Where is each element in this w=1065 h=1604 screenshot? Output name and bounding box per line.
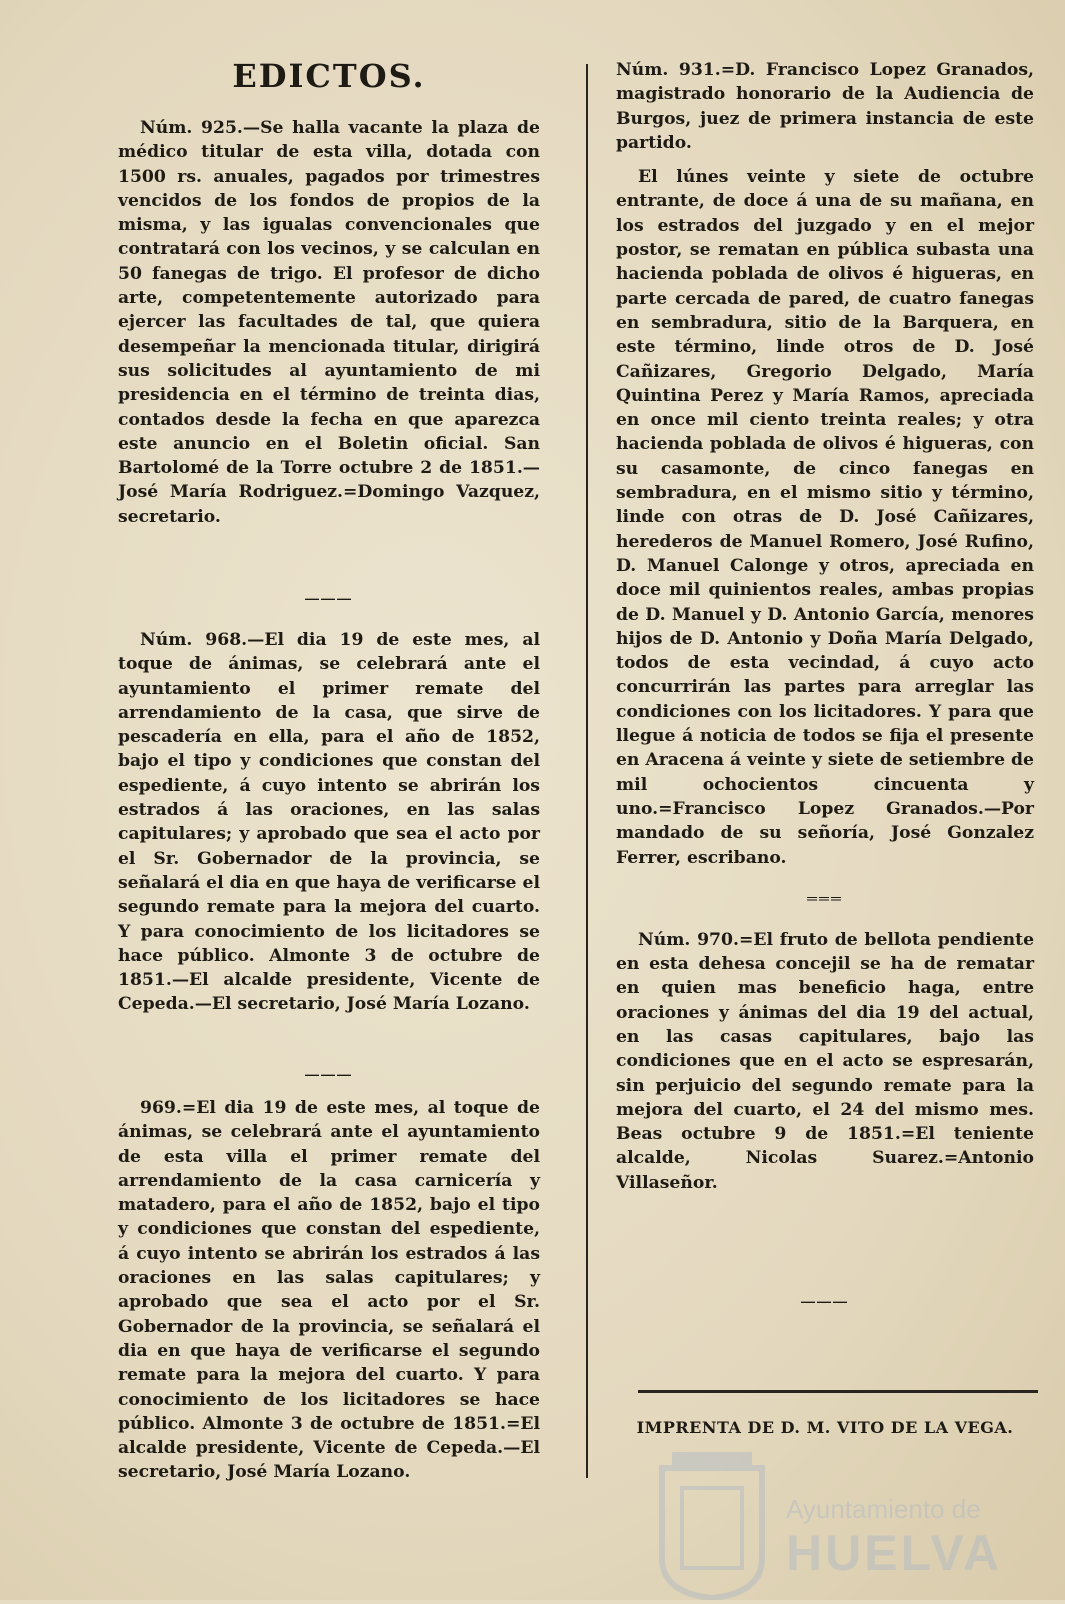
page-title: EDICTOS. — [232, 57, 426, 95]
watermark-line1: Ayuntamiento de — [786, 1494, 981, 1524]
crest-icon — [652, 1448, 772, 1600]
printer-imprint: IMPRENTA DE D. M. VITO DE LA VEGA. — [636, 1418, 1014, 1437]
notice-925: Núm. 925.—Se halla vacante la plaza de médico titular de esta villa, dotada con 1500 rs. anuales, pagados por trimestres vencidos de los fondos de propios de la misma, y las igualas convencionales que contratará con los vecinos, y se calculan en 50 fanegas de trigo. El profesor de dicho arte, competentemente autorizado para ejercer las facultades de tal, que quiera desempeñar la mencionada titular, dirigirá sus solicitudes al ayuntamiento de mi presidencia en el término de treinta dias, contados desde la fecha en que aparezca este anuncio en el Boletin oficial. San Bartolomé de la Torre octubre 2 de 1851.—José María Rodriguez.=Domingo Vazquez, secretario. — [118, 118, 540, 527]
footer-rule — [638, 1390, 1038, 1393]
notice-968: Núm. 968.—El dia 19 de este mes, al toque de ánimas, se celebrará ante el ayuntamiento el primer remate del arrendamiento de la casa, que sirve de pescadería en ella, para el año de 1852, bajo el tipo y condiciones que constan del espediente, á cuyo intento se abrirán los estrados á las oraciones, en las salas capitulares; y aprobado que sea el acto por el Sr. Gobernador de la provincia, se señalará el dia en que haya de verificarse el segundo remate para la mejora del cuarto. Y para conocimiento de los licitadores se hace público. Almonte 3 de octubre de 1851.—El alcalde presidente, Vicente de Cepeda.—El secretario, José María Lozano. — [118, 630, 540, 1015]
notice-969: 969.=El dia 19 de este mes, al toque de ánimas, se celebrará ante el ayuntamiento de esta villa el primer remate del arrendamiento de la casa carnicería y matadero, para el año de 1852, bajo el tipo y condiciones que constan del espediente, á cuyo intento se abrirán los estrados á las oraciones en las salas capitulares; y aprobado que sea el acto por el Sr. Gobernador de la provincia, se señalará el dia en que haya de verificarse el segundo remate para la mejora del cuarto. Y para conocimiento de los licitadores se hace público. Almonte 3 de octubre de 1851.=El alcalde presidente, Vicente de Cepeda.—El secretario, José María Lozano. — [118, 1098, 540, 1483]
separator-2: ——— — [305, 1066, 353, 1082]
archive-watermark — [652, 1448, 1062, 1600]
separator-3: ═══ — [807, 889, 843, 906]
right-column — [616, 0, 1034, 1311]
notice-931-heading: Núm. 931.=D. Francisco Lopez Granados, magistrado honorario de la Audiencia de Burgos, juez de primera instancia de este partido. — [616, 60, 1034, 153]
left-column — [118, 0, 540, 1485]
column-divider — [586, 64, 588, 1478]
notice-931-body: El lúnes veinte y siete de octubre entrante, de doce á una de su mañana, en los estrados del juzgado y en el mejor postor, se rematan en pública subasta una hacienda poblada de olivos é higueras, en parte cercada de pared, de cuatro fanegas en sembradura, sitio de la Barquera, en este término, linde otros de D. José Cañizares, Gregorio Delgado, María Quintina Perez y María Ramos, apreciada en once mil ciento treinta reales; y otra hacienda poblada de olivos é higueras, con su casamonte, de cinco fanegas en sembradura, en el mismo sitio y término, linde con otras de D. José Cañizares, herederos de Manuel Romero, José Rufino, D. Manuel Calonge y otros, apreciada en doce mil quinientos reales, ambas propias de D. Manuel y D. Antonio García, menores hijos de D. Antonio y Doña María Delgado, todos de esta vecindad, á cuyo acto concurrirán las partes para arreglar las condiciones con los licitadores. Y para que llegue á noticia de todos se fija el presente en Aracena á veinte y siete de setiembre de mil ochocientos cincuenta y uno.=Francisco Lopez Granados.—Por mandado de su señoría, José Gonzalez Ferrer, escribano. — [616, 167, 1034, 868]
watermark-line2: HUELVA — [786, 1525, 1003, 1581]
notice-970: Núm. 970.=El fruto de bellota pendiente en esta dehesa concejil se ha de rematar en quien mas beneficio haga, entre oraciones y ánimas del dia 19 del actual, en las casas capitulares, bajo las condiciones que en el acto se espresarán, sin perjuicio del segundo remate para la mejora del cuarto, el 24 del mismo mes. Beas octubre 9 de 1851.=El teniente alcalde, Nicolas Suarez.=Antonio Villaseñor. — [616, 929, 1034, 1193]
separator-4: ——— — [801, 1293, 849, 1310]
separator-1: ——— — [305, 590, 353, 606]
